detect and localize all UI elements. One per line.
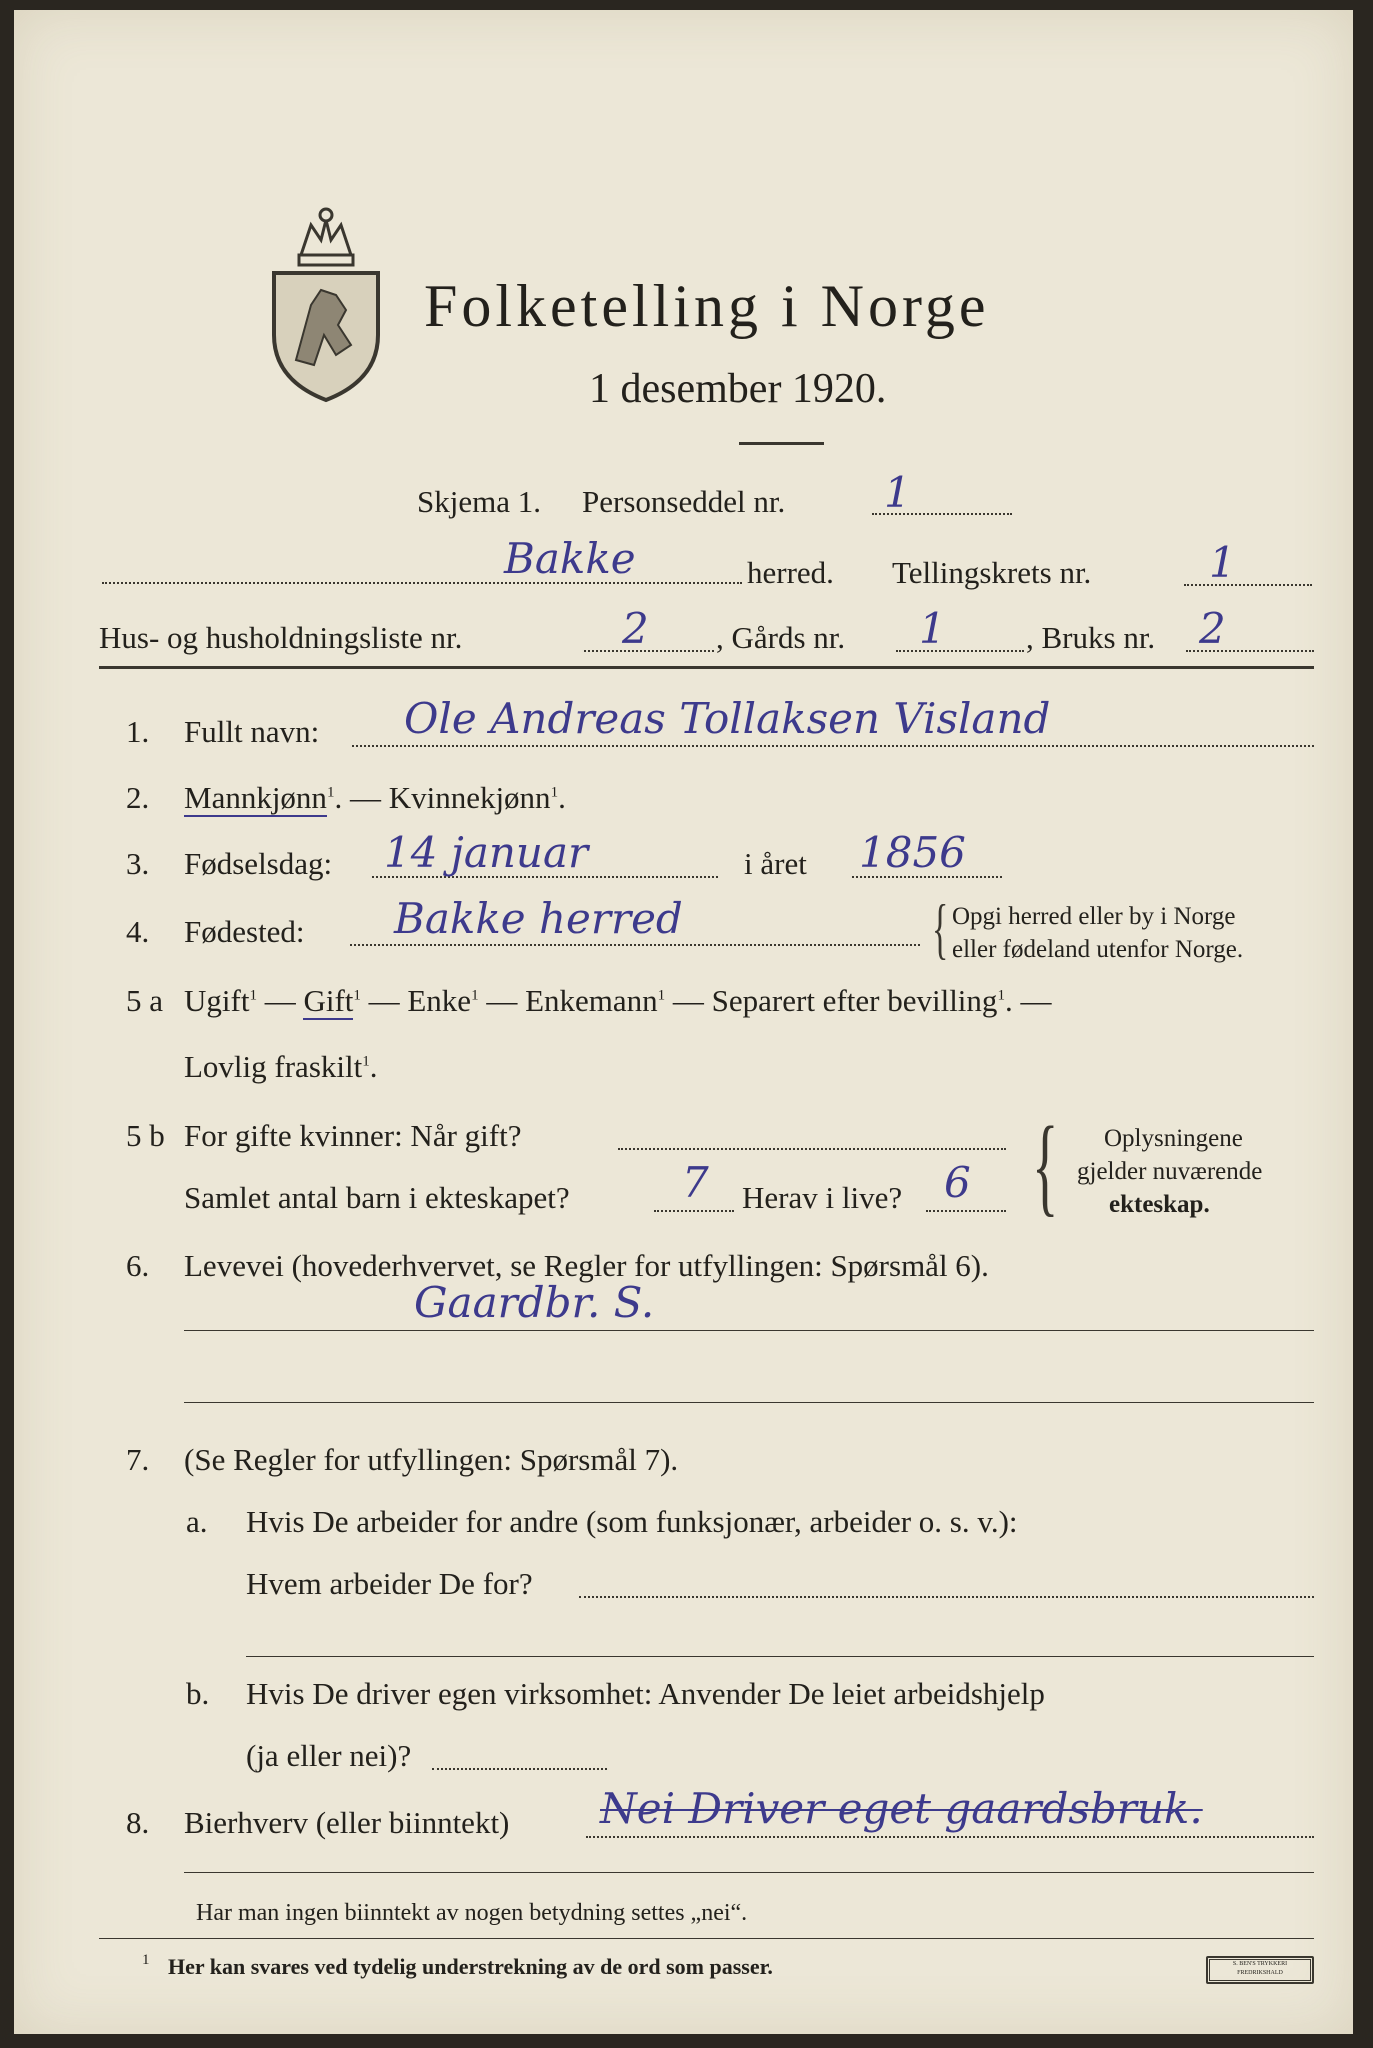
hus-value: 2 [622,604,649,653]
q7b-letter: b. [186,1676,210,1711]
personseddel-label: Personseddel nr. [582,484,786,519]
q7-label: (Se Regler for utfyllingen: Spørsmål 7). [184,1442,679,1477]
personseddel-value: 1 [884,468,911,517]
q5a-fraskilt: Lovlig fraskilt$^1$. [184,1049,378,1084]
skjema-label: Skjema 1. [417,484,541,519]
bruks-value: 2 [1199,604,1226,653]
gards-label: , Gårds nr. [716,620,846,655]
q6-number: 6. [126,1248,150,1283]
q7a-text: Hvis De arbeider for andre (som funksjonær, arbeider o. s. v.): [246,1504,1018,1539]
q3-number: 3. [126,846,150,881]
q8-side-income: Nei Driver eget gaardsbruk. [600,1784,1203,1833]
q4-number: 4. [126,914,150,949]
footnote-text: Her kan svares ved tydelig understrekning av de ord som passer. [168,1954,773,1979]
q4-note-line2: eller fødeland utenfor Norge. [952,936,1244,963]
q6-label: Levevei (hovederhvervet, se Regler for utfyllingen: Spørsmål 6). [184,1248,989,1283]
q4-note-line1: Opgi herred eller by i Norge [952,903,1236,930]
q6-occupation: Gaardbr. S. [414,1278,655,1327]
q7a-question: Hvem arbeider De for? [246,1566,533,1601]
q5b-note3: ekteskap. [1109,1191,1210,1218]
q2-number: 2. [126,780,150,815]
q8-number: 8. [126,1805,150,1840]
q2-mann: Mannkjønn [184,780,327,815]
q5b-note2: gjelder nuværende [1077,1158,1263,1185]
footer-note: Har man ingen biinntekt av nogen betydning settes „nei“. [196,1900,748,1926]
footer-divider [99,1938,1314,1939]
census-form-page [14,10,1353,2034]
header-divider [99,666,1314,669]
q4-brace: { [932,890,949,966]
q5b-line2: Samlet antal barn i ekteskapet? [184,1180,570,1215]
q1-full-name: Ole Andreas Tollaksen Visland [404,694,1051,743]
q7b-text: Hvis De driver egen virksomhet: Anvender De leiet arbeidshjelp [246,1676,1045,1711]
tellingskrets-value: 1 [1209,538,1236,587]
tellingskrets-label: Tellingskrets nr. [892,555,1092,590]
q1-number: 1. [126,714,150,749]
q4-label: Fødested: [184,914,305,949]
q3-birth-date: 14 januar [384,828,589,877]
hus-label: Hus- og husholdningsliste nr. [99,620,463,655]
q8-label: Bierhverv (eller biinntekt) [184,1805,510,1840]
bruks-label: , Bruks nr. [1026,620,1156,655]
title-divider [739,442,824,445]
q3-year-label: i året [744,846,807,881]
q7a-letter: a. [186,1504,208,1539]
q5b-note1: Oplysningene [1104,1125,1243,1152]
q7-number: 7. [126,1442,150,1477]
q3-birth-year: 1856 [859,828,966,877]
q5a-gift: Gift [303,983,354,1018]
printer-stamp: S. BEN'S TRYKKERI FREDRIKSHALD [1206,1956,1314,1984]
q5b-children-alive: 6 [944,1158,971,1207]
herred-label: herred. [747,555,834,590]
q5b-brace: { [1032,1104,1059,1226]
q7b-question: (ja eller nei)? [246,1738,412,1773]
q2-options: Mannkjønn$^1$. — Kvinnekjønn$^1$. [184,780,566,815]
q5b-number: 5 b [126,1118,165,1153]
norway-coat-of-arms-icon [266,195,386,405]
q1-label: Fullt navn: [184,714,320,749]
gards-value: 1 [919,604,946,653]
census-date: 1 desember 1920. [589,366,887,412]
q5b-live-label: Herav i live? [742,1180,903,1215]
footnote-mark: 1 [142,1952,150,1968]
q5a-options: Ugift$^1$ — Gift$^1$ — Enke$^1$ — Enkemann$^1$ — Separert efter bevilling$^1$. — [184,983,1052,1018]
q5b-line1: For gifte kvinner: Når gift? [184,1118,522,1153]
q5a-number: 5 a [126,983,164,1018]
q2-kvinne: Kvinnekjønn [388,780,551,815]
form-title: Folketelling i Norge [424,273,990,339]
q4-birthplace: Bakke herred [394,894,683,943]
q5b-children-total: 7 [682,1158,709,1207]
q3-label: Fødselsdag: [184,846,333,881]
herred-value: Bakke [504,534,636,583]
